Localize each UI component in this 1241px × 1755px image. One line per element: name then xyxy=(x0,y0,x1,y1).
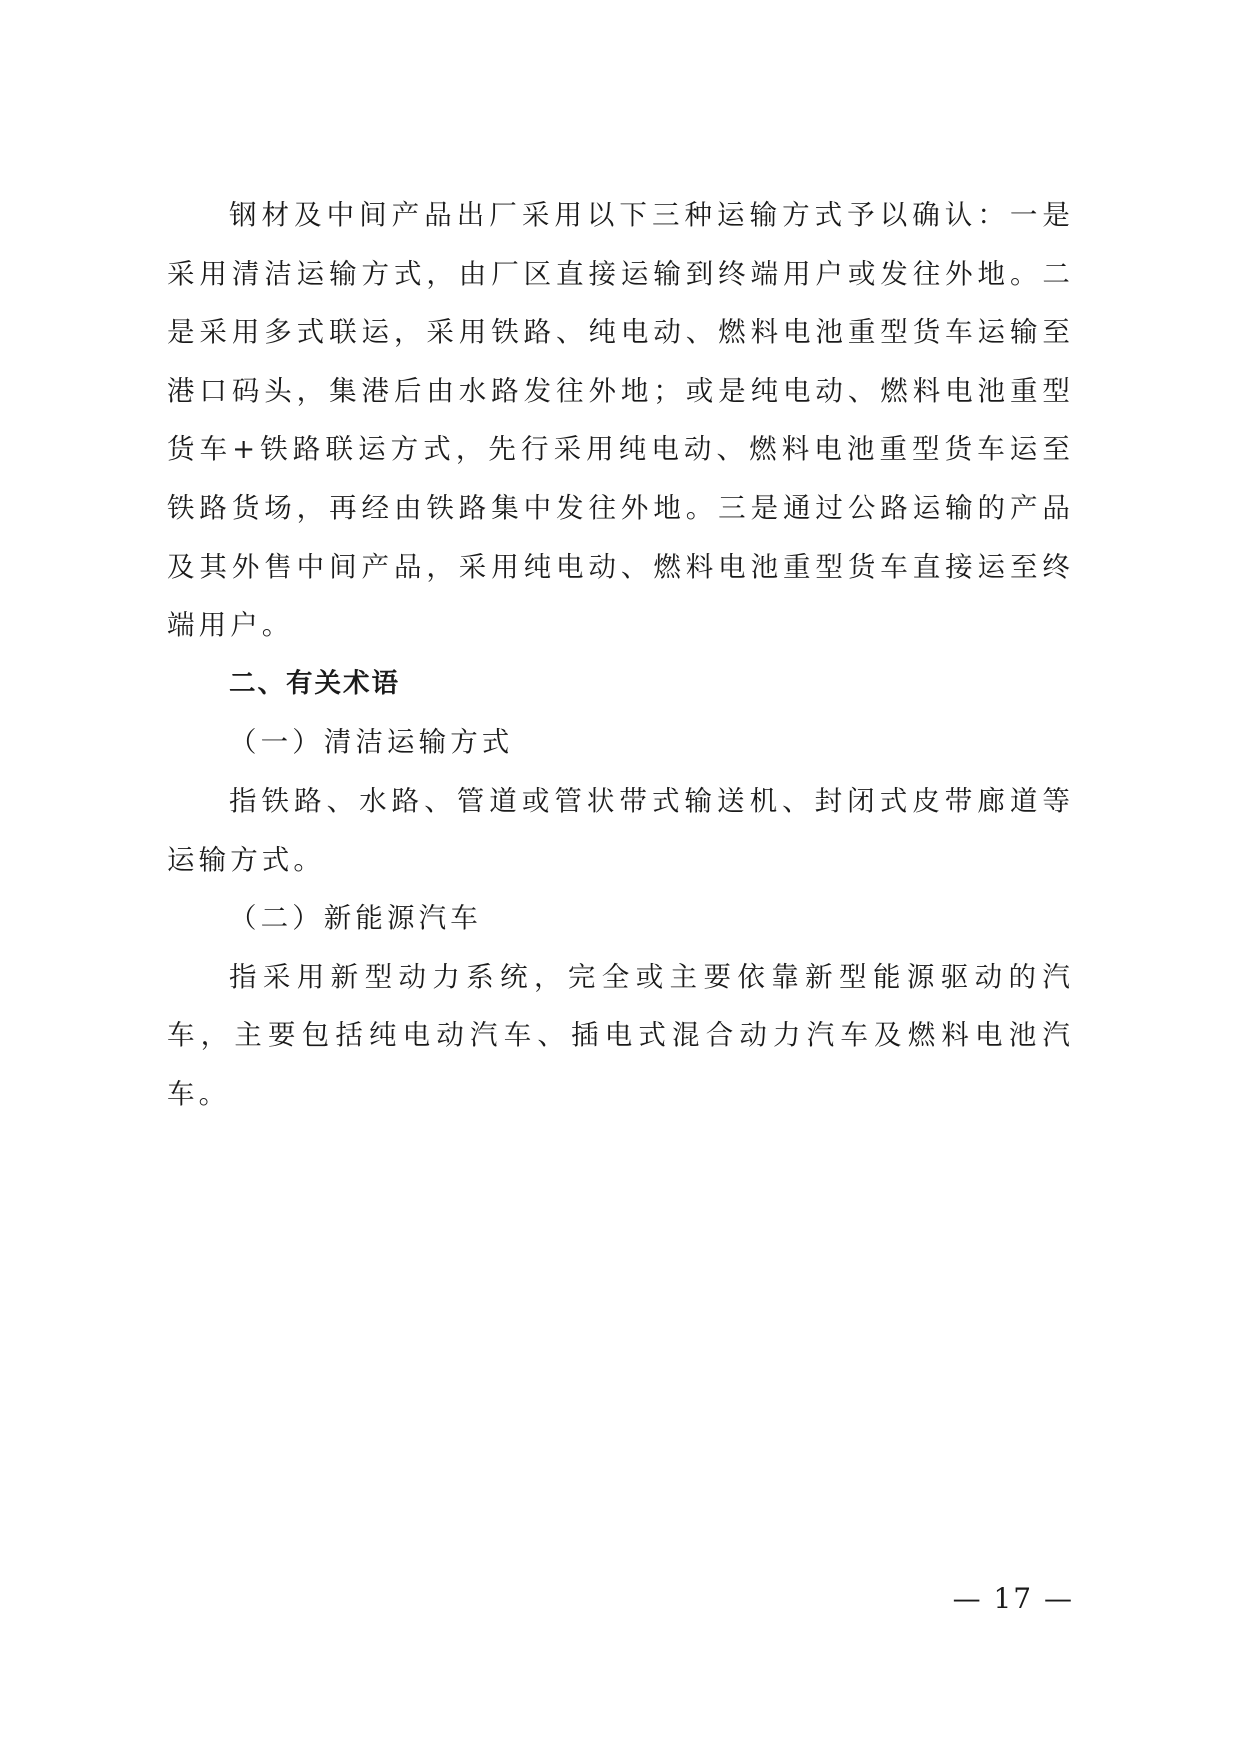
section-heading: 二、有关术语 xyxy=(229,667,400,699)
page-number: — 17 — xyxy=(952,1582,1074,1615)
term-clean-transport-definition: 指铁路、水路、管道或管状带式输送机、封闭式皮带廊道等运输方式。 xyxy=(167,784,1074,876)
transport-confirmation-paragraph: 钢材及中间产品出厂采用以下三种运输方式予以确认：一是采用清洁运输方式，由厂区直接运输到终端用户或发往外地。二是采用多式联运，采用铁路、纯电动、燃料电池重型货车运输至港口码头，集港后由水路发往外地；或是纯电动、燃料电池重型货车+铁路联运方式，先行采用纯电动、燃料电池重型货车运至铁路货场，再经由铁路集中发往外地。三是通过公路运输的产品及其外售中间产品，采用纯电动、燃料电池重型货车直接运至终端用户。 xyxy=(167,199,1074,642)
term-clean-transport-title: （一）清洁运输方式 xyxy=(229,726,514,759)
term-new-energy-vehicle-definition: 指采用新型动力系统，完全或主要依靠新型能源驱动的汽车，主要包括纯电动汽车、插电式混合动力汽车及燃料电池汽车。 xyxy=(167,960,1074,1110)
term-new-energy-vehicle-title: （二）新能源汽车 xyxy=(229,902,482,935)
document-body xyxy=(167,186,1074,1124)
